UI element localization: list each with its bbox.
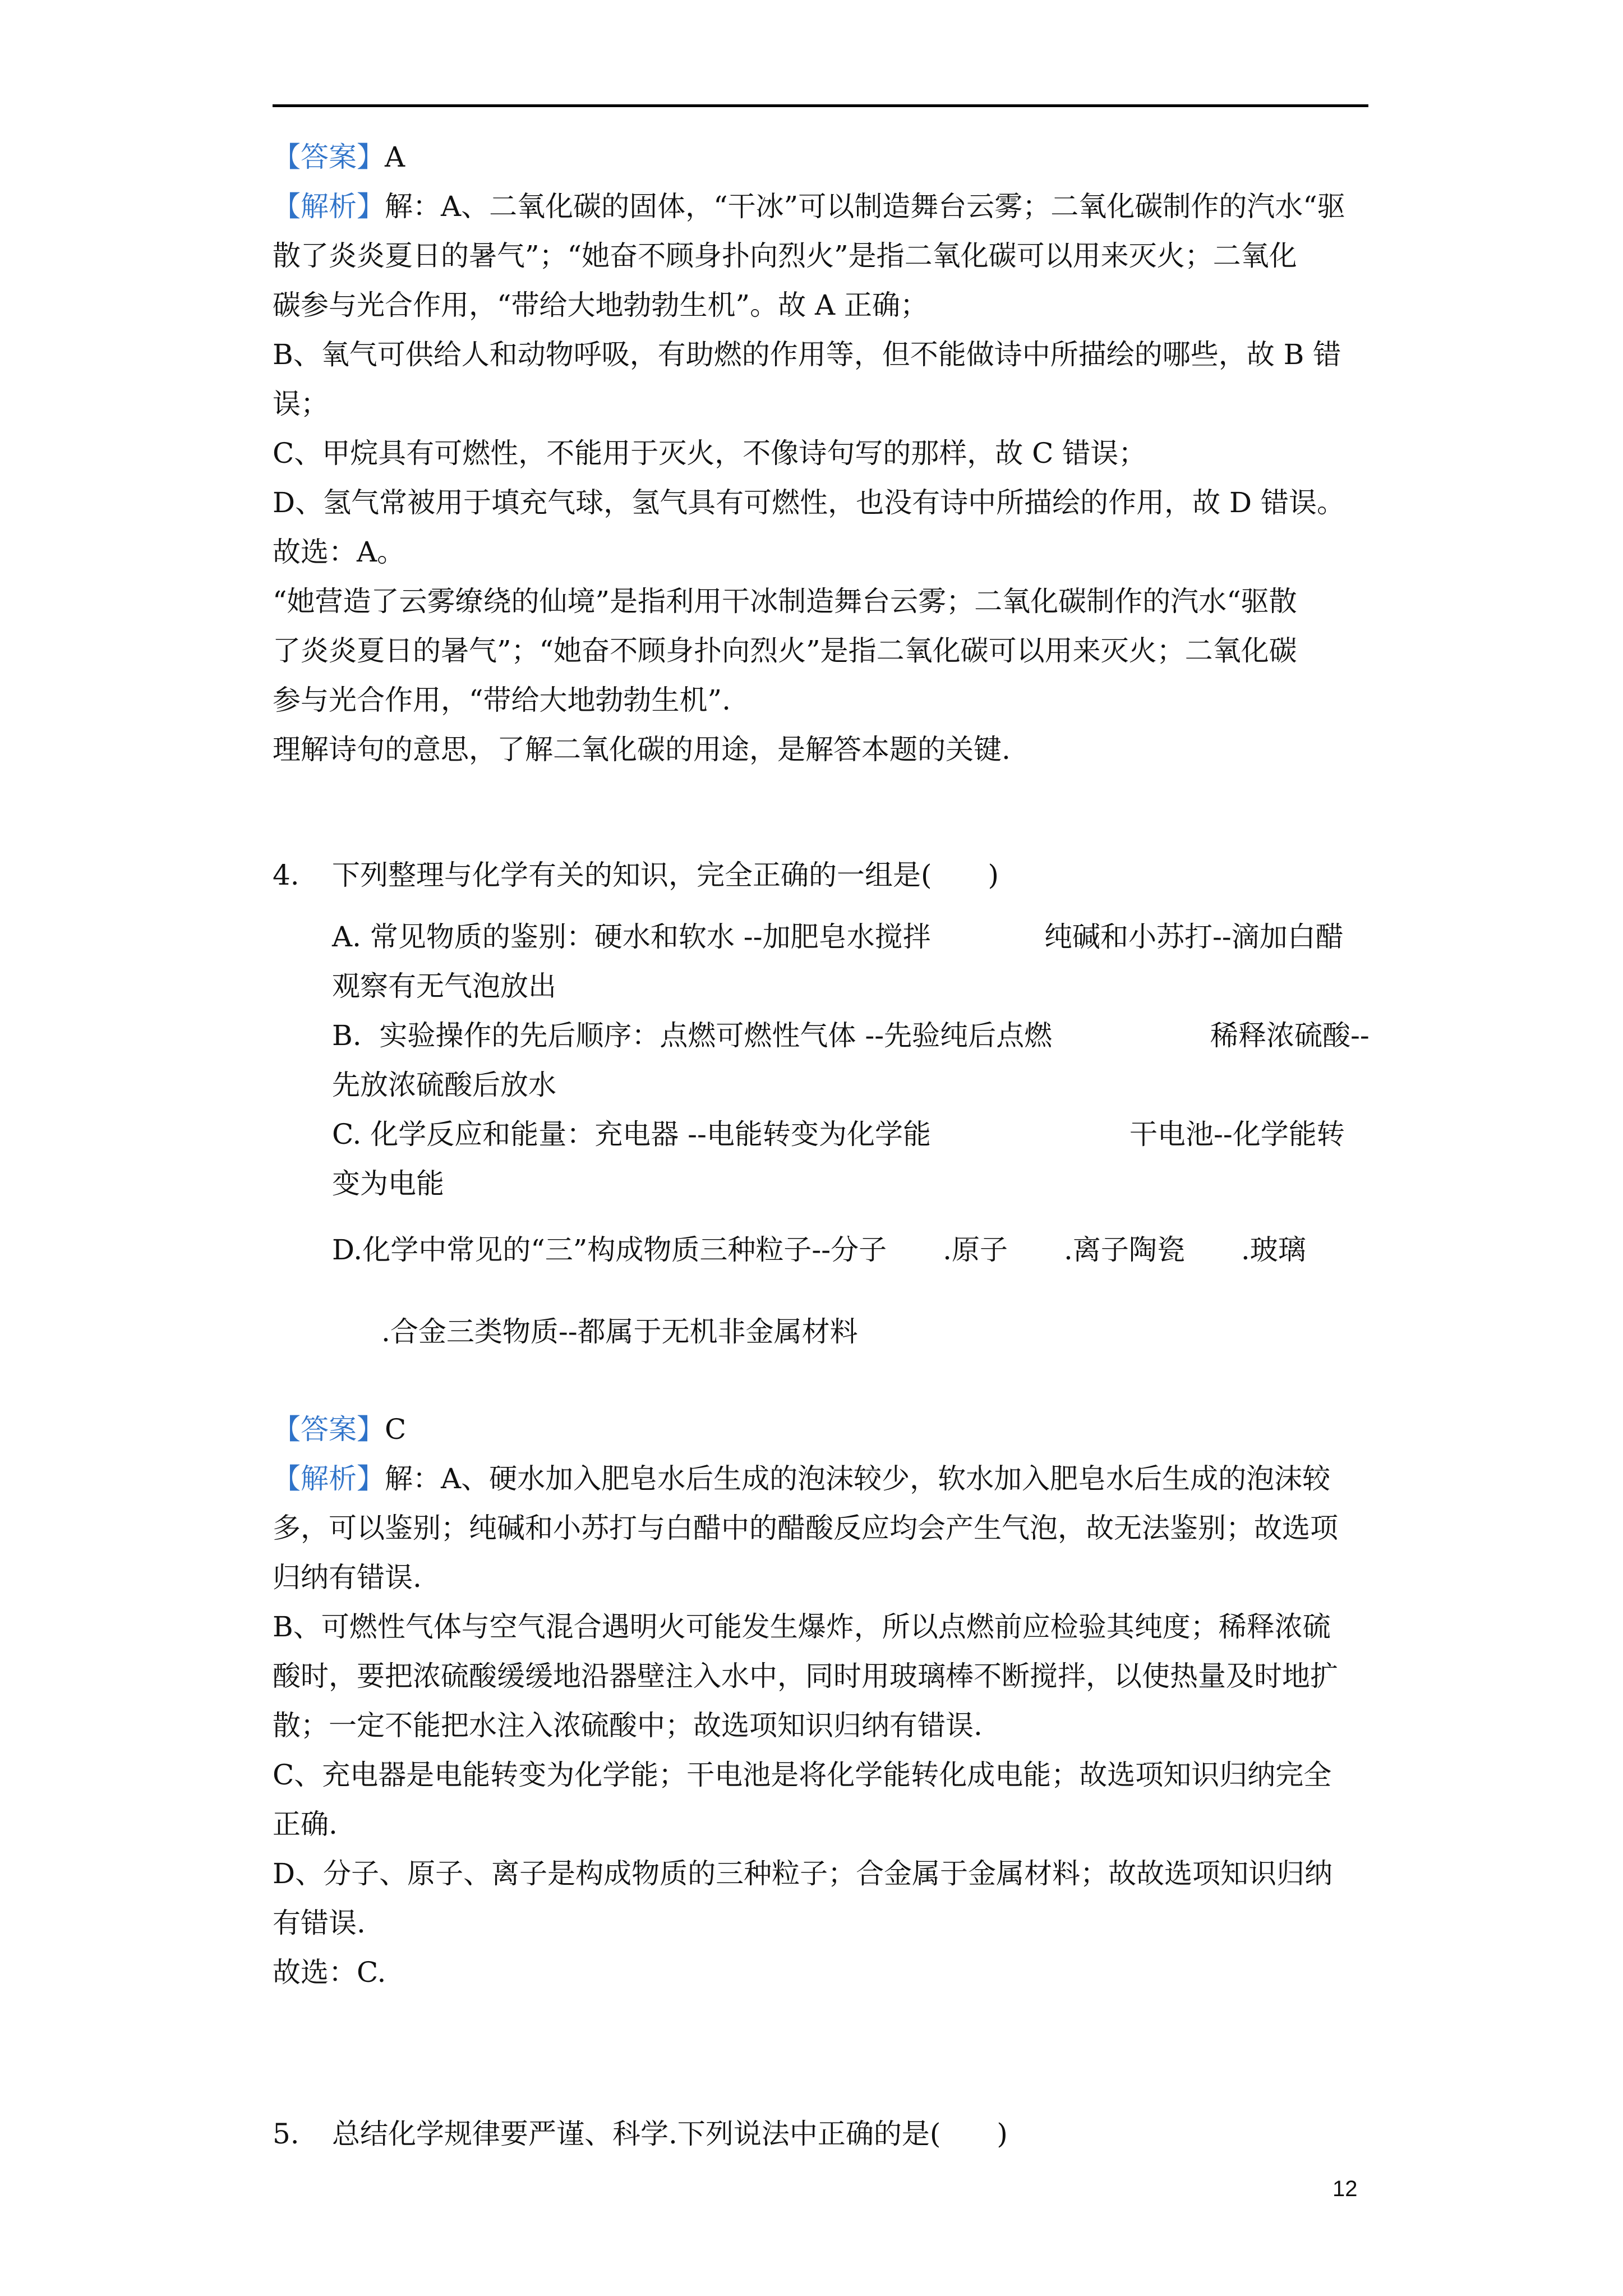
q4-option-d: D.化学中常见的“三”构成物质三种粒子--分子 .原子 .离子陶瓷 .玻璃: [332, 1234, 1306, 1266]
answer-tag: 【答案】: [273, 1413, 385, 1446]
q4-option-c-right: 干电池--化学能转: [1129, 1118, 1345, 1151]
q3-analysis-line: D、氢气常被用于填充气球，氢气具有可燃性，也没有诗中所描绘的作用，故 D 错误。: [273, 486, 1345, 519]
analysis-text: 解：A、二氧化碳的固体，“干冰”可以制造舞台云雾；二氧化碳制作的汽水“驱: [385, 190, 1345, 223]
q4-option-a-cont: 观察有无气泡放出: [332, 970, 556, 1002]
q4-stem: 下列整理与化学有关的知识，完全正确的一组是( ): [332, 859, 999, 891]
q3-analysis-line: 故选：A。: [273, 536, 405, 568]
q4-number: 4.: [273, 859, 299, 891]
q3-analysis-line: 误；: [273, 388, 329, 420]
header-rule: [273, 104, 1368, 107]
q4-option-d-cont: .合金三类物质--都属于无机非金属材料: [381, 1315, 858, 1348]
analysis-tag: 【解析】: [273, 1462, 385, 1495]
q3-analysis-line: 散了炎炎夏日的暑气”；“她奋不顾身扑向烈火”是指二氧化碳可以用来灭火；二氧化: [273, 240, 1297, 272]
answer-tag: 【答案】: [273, 141, 385, 173]
q3-analysis-line: 碳参与光合作用，“带给大地勃勃生机”。故 A 正确；: [273, 289, 929, 321]
q3-analysis-line: 参与光合作用，“带给大地勃勃生机”.: [273, 684, 731, 716]
q4-analysis-line: 酸时，要把浓硫酸缓缓地沿器壁注入水中，同时用玻璃棒不断搅拌，以使热量及时地扩: [273, 1660, 1338, 1692]
q5-number: 5.: [273, 2118, 299, 2150]
answer-value: C: [385, 1413, 407, 1446]
q4-analysis-line: 正确.: [273, 1808, 338, 1841]
q4-option-a-right: 纯碱和小苏打--滴加白醋: [1044, 921, 1344, 953]
q3-analysis-line: B、氧气可供给人和动物呼吸，有助燃的作用等，但不能做诗中所描绘的哪些，故 B 错: [273, 338, 1341, 371]
q4-analysis-line: 有错误.: [273, 1907, 366, 1939]
q3-analysis-line: C、甲烷具有可燃性，不能用于灭火，不像诗句写的那样，故 C 错误；: [273, 437, 1147, 470]
q4-option-b: B. 实验操作的先后顺序：点燃可燃性气体 --先验纯后点燃: [332, 1019, 1053, 1052]
q4-option-c-cont: 变为电能: [332, 1167, 444, 1200]
q4-option-a: A. 常见物质的鉴别：硬水和软水 --加肥皂水搅拌: [332, 921, 931, 953]
q3-analysis-line: “她营造了云雾缭绕的仙境”是指利用干冰制造舞台云雾；二氧化碳制作的汽水“驱散: [273, 585, 1297, 618]
q4-answer: [273, 1412, 406, 1446]
q5-stem: 总结化学规律要严谨、科学.下列说法中正确的是( ): [332, 2118, 1008, 2150]
q3-answer: [273, 140, 405, 174]
q3-analysis-line: 理解诗句的意思，了解二氧化碳的用途，是解答本题的关键.: [273, 733, 1011, 766]
q3-analysis-line: [273, 190, 1345, 223]
q4-analysis-line: 归纳有错误.: [273, 1561, 422, 1594]
q4-analysis-line: 故选：C.: [273, 1956, 386, 1989]
q4-analysis-line: B、可燃性气体与空气混合遇明火可能发生爆炸，所以点燃前应检验其纯度；稀释浓硫: [273, 1611, 1331, 1643]
q4-option-c: C. 化学反应和能量：充电器 --电能转变为化学能: [332, 1118, 931, 1151]
q3-analysis-line: 了炎炎夏日的暑气”；“她奋不顾身扑向烈火”是指二氧化碳可以用来灭火；二氧化碳: [273, 634, 1297, 667]
analysis-tag: 【解析】: [273, 190, 385, 223]
q4-analysis-line: [273, 1462, 1330, 1496]
q4-option-b-cont: 先放浓硫酸后放水: [332, 1069, 556, 1101]
page-number: 12: [1332, 2177, 1358, 2201]
q4-analysis-line: 散；一定不能把水注入浓硫酸中；故选项知识归纳有错误.: [273, 1709, 983, 1742]
answer-value: A: [385, 141, 405, 173]
q4-analysis-line: C、充电器是电能转变为化学能；干电池是将化学能转化成电能；故选项知识归纳完全: [273, 1759, 1332, 1791]
analysis-text: 解：A、硬水加入肥皂水后生成的泡沫较少，软水加入肥皂水后生成的泡沫较: [385, 1462, 1331, 1495]
q4-option-b-right: 稀释浓硫酸--: [1210, 1019, 1370, 1052]
q4-analysis-line: 多，可以鉴别；纯碱和小苏打与白醋中的醋酸反应均会产生气泡，故无法鉴别；故选项: [273, 1512, 1338, 1544]
q4-analysis-line: D、分子、原子、离子是构成物质的三种粒子；合金属于金属材料；故故选项知识归纳: [273, 1857, 1333, 1890]
